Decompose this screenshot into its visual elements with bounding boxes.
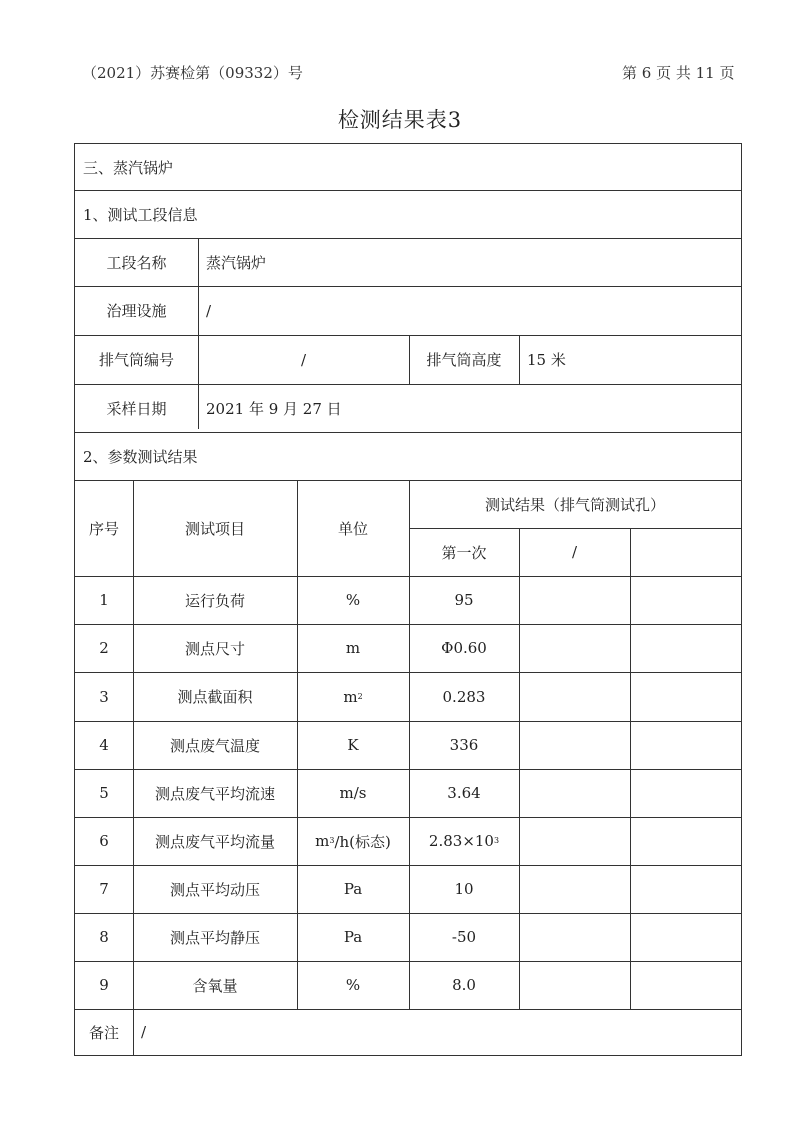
report-number: （2021）苏赛检第（09332）号: [82, 64, 303, 82]
table-cell-no: [75, 624, 133, 672]
unit-text: K: [347, 736, 359, 754]
table-cell-item: [133, 913, 297, 961]
unit-exponent: 2: [357, 691, 363, 701]
table-cell-item: [133, 817, 297, 865]
table-cell-item: [133, 721, 297, 769]
item-name: 运行负荷: [184, 591, 245, 610]
table-cell-no: [75, 817, 133, 865]
unit-text: m: [343, 687, 358, 706]
table-cell-first-result: [409, 961, 519, 1009]
row-number: 2: [99, 639, 109, 657]
table-cell-unit: [297, 769, 409, 817]
table-cell-unit: [297, 672, 409, 721]
result-value: Φ0.60: [441, 639, 487, 657]
row-number: 4: [99, 736, 109, 754]
result-value: 0.283: [442, 687, 486, 706]
item-name: 测点废气平均流速: [154, 784, 275, 803]
result-exponent: 3: [493, 836, 500, 845]
table-cell-unit: [297, 913, 409, 961]
stack-height-value: 15 米: [527, 351, 566, 369]
table-cell-unit: [297, 721, 409, 769]
table-cell-item: [133, 769, 297, 817]
row-number: 9: [99, 976, 109, 994]
section-heading: 三、蒸汽锅炉: [83, 158, 174, 177]
stack-number-label: 排气筒编号: [98, 351, 174, 369]
table-cell-first-result: [409, 672, 519, 721]
row-number: 1: [99, 591, 109, 609]
table-cell-no: [75, 721, 133, 769]
col-header-unit: 单位: [337, 519, 368, 538]
item-name: 测点平均动压: [169, 880, 260, 899]
table-cell-first-result: [409, 769, 519, 817]
table-cell-no: [75, 961, 133, 1009]
unit-text: m: [315, 832, 330, 850]
subsection-heading-params: 2、参数测试结果: [83, 447, 198, 466]
item-name: 含氧量: [192, 976, 238, 995]
table-cell-first-result: [409, 721, 519, 769]
sampling-date-label: 采样日期: [106, 399, 167, 418]
table-cell-no: [75, 913, 133, 961]
table-cell-item: [133, 576, 297, 624]
table-cell-item: [133, 865, 297, 913]
table-cell-first-result: [409, 576, 519, 624]
table-cell-first-result: [409, 624, 519, 672]
table-cell-first-result: [409, 817, 519, 865]
subsection-heading-info: 1、测试工段信息: [83, 205, 198, 224]
stack-height-label: 排气筒高度: [426, 351, 502, 369]
result-value: 10: [454, 880, 474, 898]
sampling-date-value: 2021 年 9 月 27 日: [206, 399, 342, 418]
page-info: 第 6 页 共 11 页: [622, 64, 735, 82]
item-name: 测点平均静压: [169, 928, 260, 947]
table-cell-no: [75, 576, 133, 624]
unit-text: Pa: [343, 928, 363, 946]
col-header-result: 测试结果（排气筒测试孔）: [484, 495, 665, 514]
col-header-first: 第一次: [441, 543, 487, 562]
table-cell-unit: [297, 961, 409, 1009]
item-name: 测点尺寸: [184, 639, 245, 658]
col-header-no: 序号: [88, 519, 119, 538]
table-cell-item: [133, 624, 297, 672]
item-name: 测点截面积: [177, 688, 253, 706]
result-value: 8.0: [452, 976, 476, 994]
col-header-item: 测试项目: [184, 519, 245, 538]
table-cell-unit: [297, 576, 409, 624]
table-cell-unit: [297, 624, 409, 672]
unit-text: %: [345, 591, 361, 609]
treatment-label: 治理设施: [106, 302, 167, 320]
unit-exponent: 3: [329, 836, 335, 845]
table-cell-first-result: [409, 913, 519, 961]
treatment-value: /: [206, 301, 212, 320]
remark-value: /: [141, 1023, 147, 1041]
table-cell-unit: [297, 817, 409, 865]
table-cell-no: [75, 865, 133, 913]
unit-text: m/s: [339, 784, 367, 802]
unit-text: Pa: [343, 880, 363, 898]
row-number: 3: [99, 687, 109, 706]
table-cell-no: [75, 672, 133, 721]
table-cell-no: [75, 769, 133, 817]
result-value: 3.64: [447, 784, 481, 802]
result-table: [74, 143, 742, 1056]
table-cell-item: [133, 672, 297, 721]
section-name-value: 蒸汽锅炉: [206, 253, 267, 272]
row-number: 7: [99, 880, 109, 898]
unit-text: %: [345, 976, 361, 994]
table-cell-first-result: [409, 865, 519, 913]
row-number: 5: [99, 784, 109, 802]
item-name: 测点废气温度: [169, 736, 260, 755]
item-name: 测点废气平均流量: [154, 832, 275, 851]
result-value: 336: [449, 736, 479, 754]
page-title: 检测结果表3: [337, 108, 463, 132]
result-value: 95: [454, 591, 474, 609]
row-number: 6: [99, 832, 109, 850]
col-header-second: /: [571, 543, 578, 561]
table-cell-item: [133, 961, 297, 1009]
section-name-label: 工段名称: [106, 253, 167, 272]
stack-number-value: /: [300, 350, 307, 369]
unit-text: m: [345, 639, 361, 657]
remark-label: 备注: [88, 1023, 119, 1042]
result-value: -50: [451, 928, 477, 946]
table-cell-unit: [297, 865, 409, 913]
result-value: 2.83×10: [428, 832, 494, 850]
row-number: 8: [99, 928, 109, 946]
unit-suffix: /h(标态): [334, 832, 391, 851]
